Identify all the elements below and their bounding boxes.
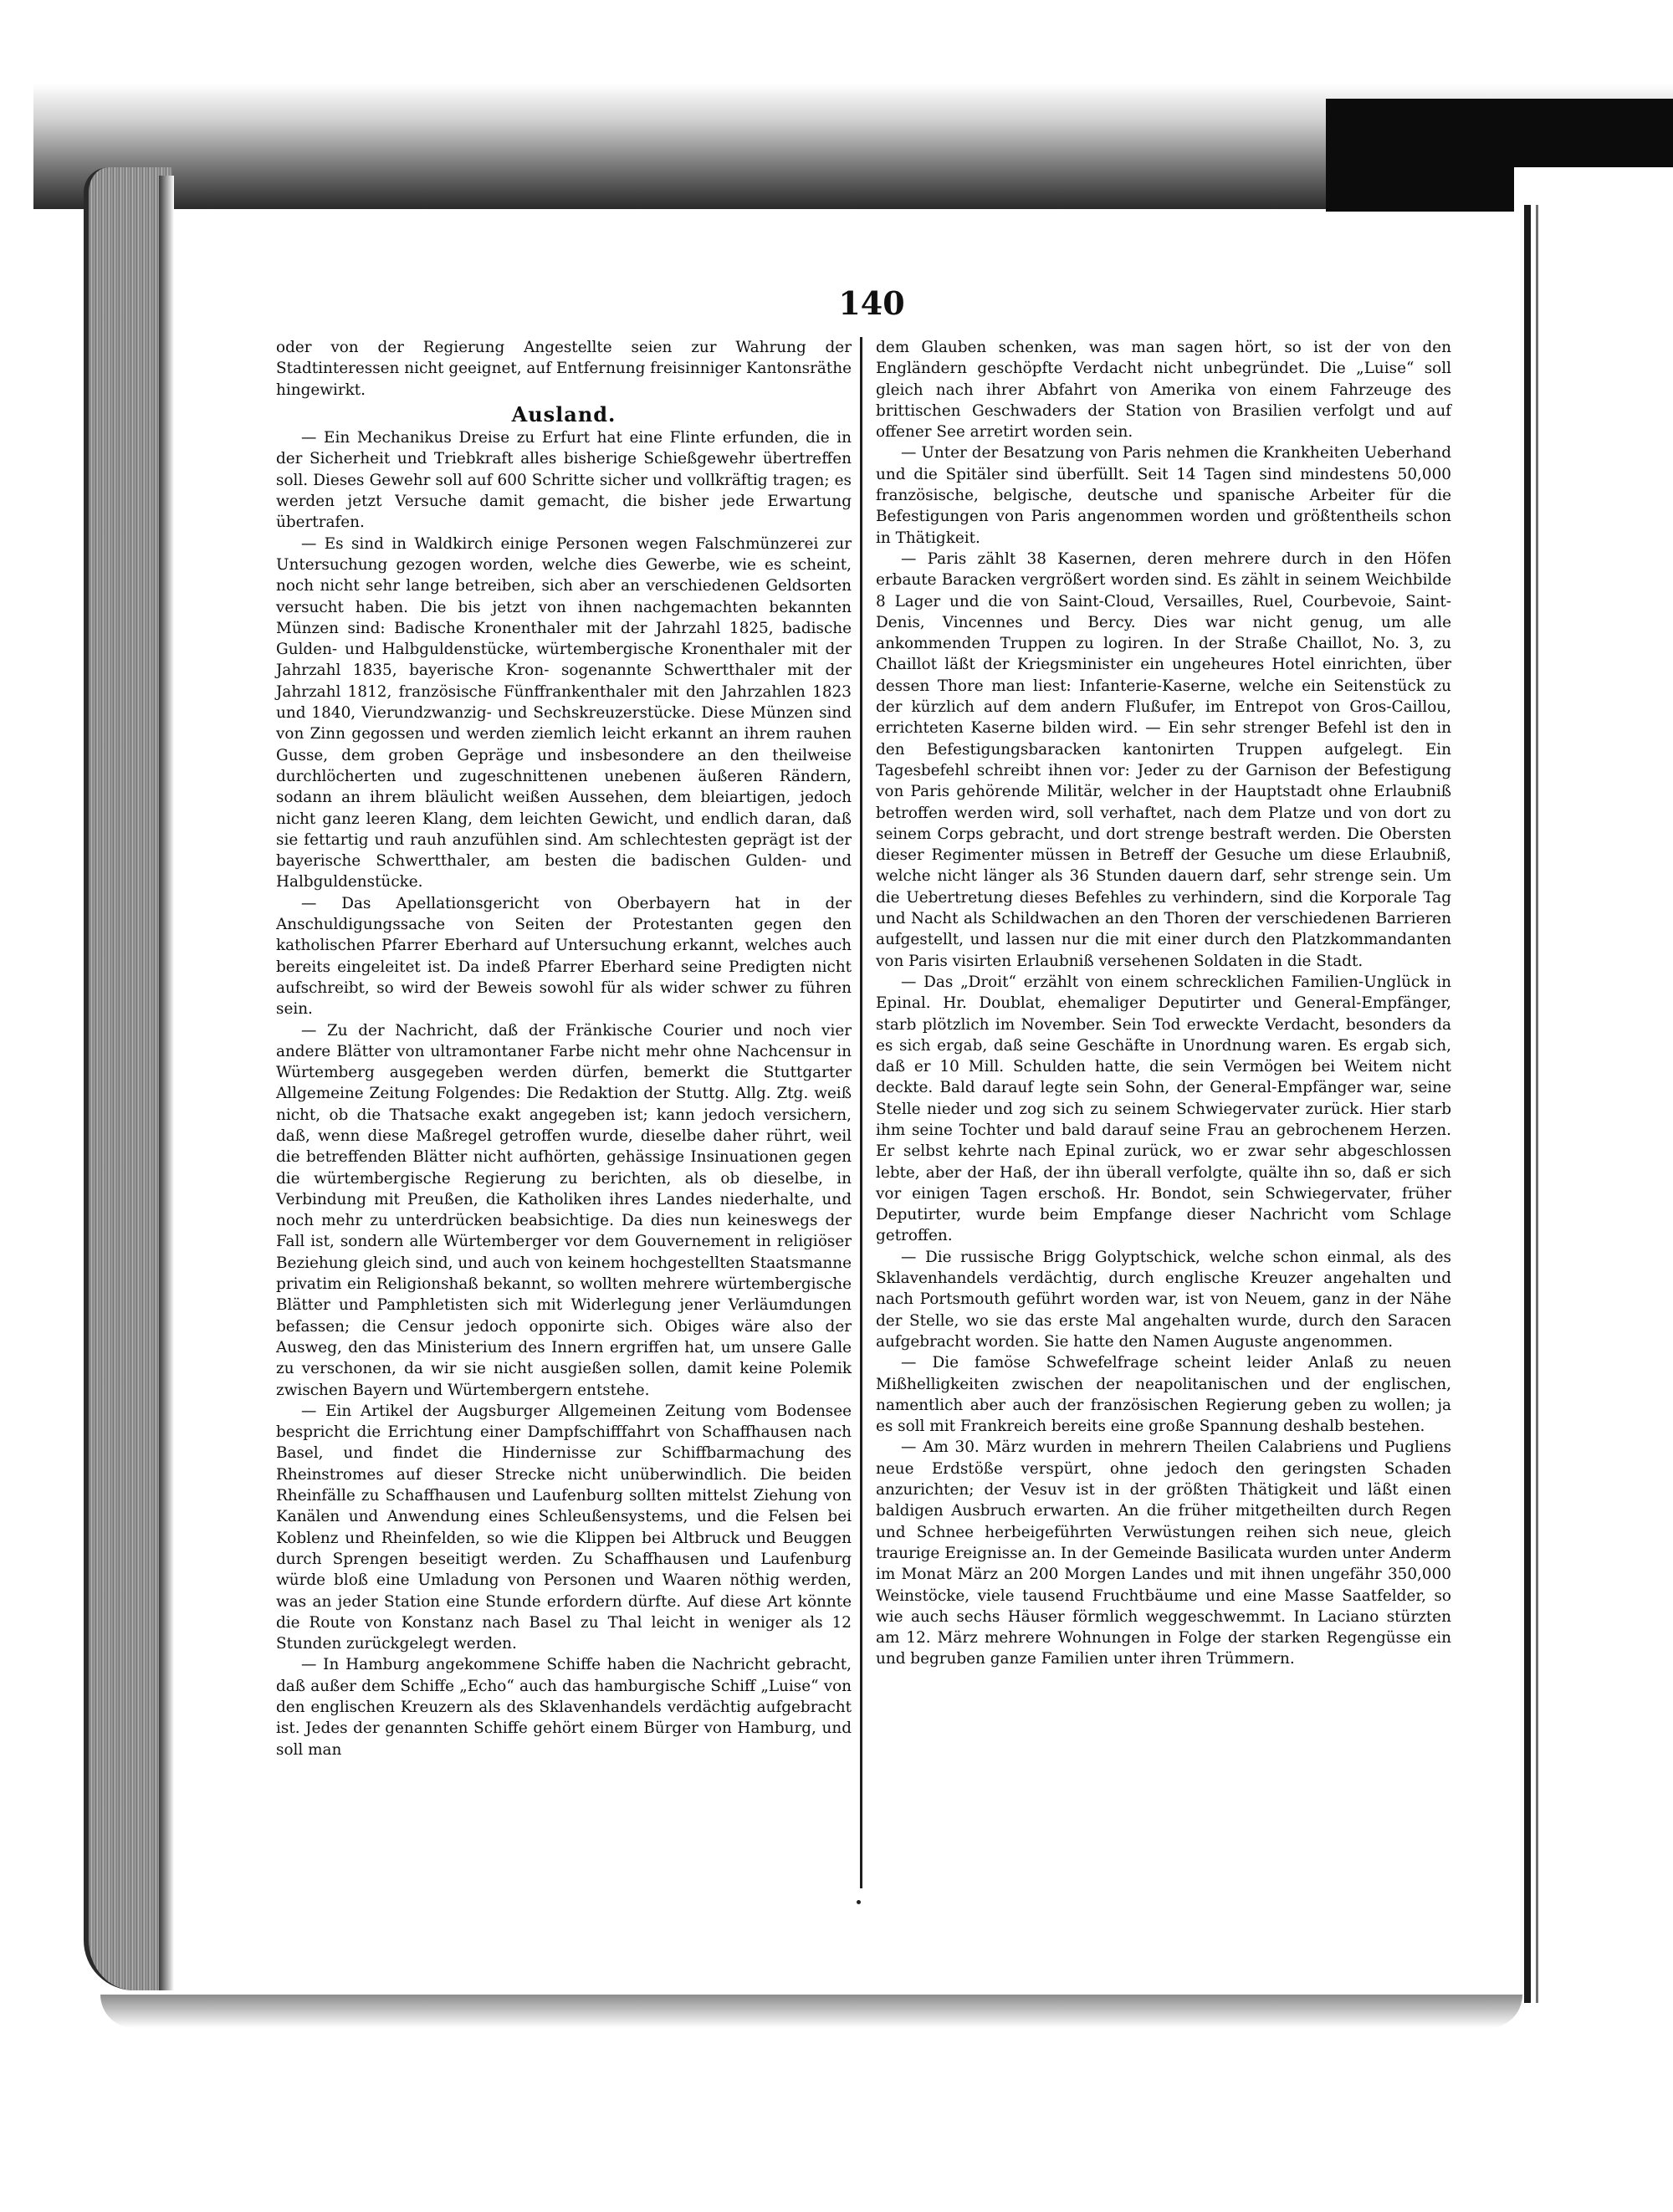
article-paragraph: — Am 30. März wurden in mehrern Theilen Calabriens und Pugliens neue Erdstöße verspürt, ohne jedoch den geringsten Schaden anzurichten; der Vesuv ist in der größten Thätigkeit und läßt einen baldigen Ausbruch erwarten. An die früher mitgetheilten durch Regen und Schnee herbeigeführten Verwüstungen reihen sich neue, gleich traurige Ereignisse an. In der Gemeinde Basilicata wurden unter Anderm im Monat März an 200 Morgen Landes und mit ihnen ungefähr 350,000 Weinstöcke, viele tausend Fruchtbäume und eine Masse Saatfelder, so wie auch sechs Häuser förmlich weggeschwemmt. In Laciano stürzten am 12. März mehrere Wohnungen in Folge der starken Regengüsse ein und begruben ganze Familien unter ihren Trümmern. (876, 1438, 1451, 1668)
next-page-edge-thin (1536, 205, 1538, 2003)
article-paragraph: — Das „Droit“ erzählt von einem schrecklichen Familien-Unglück in Epinal. Hr. Doublat, ehemaliger Deputirter und General-Empfänger, starb plötzlich im November. Sein Tod erweckte Verdacht, besonders da es sich ergab, daß seine Geschäfte in Unordnung waren. Es ergab sich, daß er 10 Mill. Schulden hatte, die sein Vermögen bei Weitem nicht deckte. Bald darauf legte sein Sohn, der General-Empfänger war, seine Stelle nieder und zog sich zu seinem Schwiegervater zurück. Hier starb ihm seine Tochter und bald darauf seine Frau an gebrochenem Herzen. Er selbst kehrte nach Epinal zurück, wo er zwar sehr abgeschlossen lebte, aber der Haß, der ihn überall verfolgte, quälte ihn so, daß er sich vor einigen Tagen erschoß. Hr. Bondot, sein Schwiegervater, früher Deputirter, wurde beim Empfange dieser Nachricht vom Schlage getroffen. (876, 973, 1451, 1245)
article-paragraph: — In Hamburg angekommene Schiffe haben die Nachricht gebracht, daß außer dem Schiffe „Echo“ auch das hamburgische Schiff „Luise“ von den englischen Kreuzern als des Sklavenhandels verdächtig aufgebracht ist. Jedes der genannten Schiffe gehört einem Bürger von Hamburg, und soll man (276, 1656, 852, 1759)
gutter-shadow (159, 176, 174, 1990)
article-paragraph: — Ein Artikel der Augsburger Allgemeinen Zeitung vom Bodensee bespricht die Errichtung einer Dampfschifffahrt von Schaffhausen nach Basel, und findet die Hindernisse zur Schiffbarmachung des Rheinstromes auf dieser Strecke nicht unüberwindlich. Die beiden Rheinfälle zu Schaffhausen und Laufenburg sollten mittelst Ziehung von Kanälen und Anwendung eines Schleußensystems, und die Felsen bei Koblenz und Rheinfelden, so wie die Klippen bei Altbruck und Beuggen durch Sprengen beseitigt werden. Zu Schaffhausen und Laufenburg würde bloß eine Umladung von Personen und Waaren nöthig werden, was an jeder Station eine Stunde erfordern dürfte. Auf diese Art könnte die Route von Konstanz nach Basel zu Thal leicht in weniger als 12 Stunden zurückgelegt werden. (276, 1402, 852, 1653)
article-paragraph: — Das Apellationsgericht von Oberbayern hat in der Anschuldigungssache von Seiten der Protestanten gegen den katholischen Pfarrer Eberhard auf Untersuchung erkannt, welches auch bereits eingeleitet ist. Da indeß Pfarrer Eberhard seine Predigten nicht aufschreibt, so wird der Beweis sowohl für als wider schwer zu führen sein. (276, 894, 852, 1019)
section-heading: Ausland. (511, 401, 617, 427)
divider-end-dot (857, 1900, 861, 1904)
article-paragraph: dem Glauben schenken, was man sagen hört, so ist der von den Engländern geschöpfte Verdacht nicht unbegründet. Die „Luise“ soll gleich nach ihrer Abfahrt von Amerika von einem Fahrzeuge des brittischen Geschwaders der Station von Brasilien verfolgt und auf offener See arretirt worden sein. (876, 339, 1451, 442)
column-divider (860, 337, 862, 1888)
page-number: 140 (838, 284, 905, 322)
article-paragraph: — Unter der Besatzung von Paris nehmen die Krankheiten Ueberhand und die Spitäler sind überfüllt. Seit 14 Tagen sind mindestens 50,000 französische, belgische, deutsche und spanische Arbeiter für die Befestigungen von Paris angenommen worden und größtentheils schon in Thätigkeit. (876, 444, 1451, 547)
article-paragraph: — Die famöse Schwefelfrage scheint leider Anlaß zu neuen Mißhelligkeiten zwischen der neapolitanischen und der englischen, namentlich aber auch der französischen Regierung geben zu wollen; ja es soll mit Frankreich bereits eine große Spannung deshalb bestehen. (876, 1354, 1451, 1436)
article-paragraph: — Es sind in Waldkirch einige Personen wegen Falschmünzerei zur Untersuchung gezogen worden, welche dies Gewerbe, wie es scheint, noch nicht sehr lange betreiben, sich aber an verschiedenen Geldsorten versucht haben. Die bis jetzt von ihnen nachgemachten bekannten Münzen sind: Badische Kronenthaler mit der Jahrzahl 1825, badische Gulden- und Halbguldenstücke, würtembergische Kronenthaler mit der Jahrzahl 1835, bayerische Kron- sogenannte Schwertthaler mit der Jahrzahl 1812, französische Fünffrankenthaler mit den Jahrzahlen 1823 und 1840, Vierundzwanzig- und Sechskreuzerstücke. Diese Münzen sind von Zinn gegossen und werden ziemlich leicht erkannt an ihrem rauhen Gusse, dem groben Gepräge und insbesondere an den theilweise durchlöcherten und zugeschnittenen unebenen äußeren Rändern, sodann an ihrem bläulicht weißen Aussehen, dem bleiartigen, jedoch nicht ganz leeren Klang, dem leichten Gewicht, und endlich daran, daß sie fettartig und rauh anzufühlen sind. Am schlechtesten geprägt ist der bayerische Schwertthaler, am besten die badischen Gulden- und Halbguldenstücke. (276, 534, 852, 891)
book-bottom-edge (100, 1995, 1522, 2028)
newspaper-page (177, 192, 1516, 1990)
article-paragraph: — Die russische Brigg Golyptschick, welche schon einmal, als des Sklavenhandels verdächtig, durch englische Kreuzer angehalten und nach Portsmouth geführt worden war, ist von Neuem, ganz in der Nähe der Stelle, wo sie das erste Mal angehalten wurde, durch den Saracen aufgebracht worden. Sie hatte den Namen Auguste angenommen. (876, 1248, 1451, 1351)
right-column (876, 337, 1451, 1670)
article-paragraph: — Paris zählt 38 Kasernen, deren mehrere durch in den Höfen erbaute Baracken vergrößert worden sind. Es zählt in seinem Weichbilde 8 Lager und die von Saint-Cloud, Versailles, Ruel, Courbevoie, Saint-Denis, Vincennes und Bercy. Dies war nicht genug, um alle ankommenden Truppen zu logiren. In der Straße Chaillot, No. 3, zu Chaillot läßt der Kriegsminister ein ungeheures Hotel einrichten, über dessen Thore man liest: Infanterie-Kaserne, welche ein Seitenstück zu der kürzlich auf dem andern Flußufer, im Entrepot von Gros-Caillou, errichteten Kaserne bilden wird. — Ein sehr strenger Befehl ist den in den Befestigungsbaracken kantonirten Truppen aufgelegt. Ein Tagesbefehl schreibt ihnen vor: Jeder zu der Garnison der Befestigung von Paris gehörende Militär, welcher in der Hauptstadt ohne Erlaubniß betroffen werden wird, soll verhaftet, nach dem Platze und von dort zu seinem Corps gebracht, und dort strenge bestraft werden. Die Obersten dieser Regimenter müssen in Betreff der Gesuche um diese Erlaubniß, welche nicht länger als 36 Stunden dauern darf, sehr strenge sein. Um die Uebertretung dieses Befehles zu verhindern, sind die Korporale Tag und Nacht als Schildwachen an den Thoren der verschiedenen Barrieren aufgestellt, und lassen nur die mit einer durch den Platzkommandanten von Paris visirten Erlaubniß versehenen Soldaten in die Stadt. (876, 549, 1451, 970)
article-paragraph: — Zu der Nachricht, daß der Fränkische Courier und noch vier andere Blätter von ultramontaner Farbe nicht mehr ohne Nachcensur in Würtemberg ausgegeben werden dürfen, bemerkt die Stuttgarter Allgemeine Zeitung Folgendes: Die Redaktion der Stuttg. Allg. Ztg. weiß nicht, ob die Thatsache exakt angegeben ist; kann jedoch versichern, daß, wenn diese Maßregel getroffen wurde, dieselbe daher rührt, weil die betreffenden Blätter nicht aufhörten, gehässige Insinuationen gegen die würtembergische Regierung zu berichten, als ob dieselbe, in Verbindung mit Preußen, die Katholiken ihres Landes niederhalte, und noch mehr zu unterdrücken beabsichtige. Da dies nun keineswegs der Fall ist, sondern alle Würtemberger vor dem Gouvernement in religiöser Beziehung gleich sind, und auch von keinem hochgestellten Staatsmanne privatim ein Religionshaß bekannt, so wollten mehrere würtembergische Blätter und Pamphletisten sich mit Widerlegung jener Verläumdungen befassen; die Censur jedoch opponirte sich. Obiges wäre also der Ausweg, den das Ministerium des Innern ergriffen hat, um unsere Galle zu verschonen, da wir sie nicht ausgießen sollen, damit keine Polemik zwischen Bayern und Würtembergern entstehe. (276, 1021, 852, 1399)
intro-paragraph: oder von der Regierung Angestellte seien zur Wahrung der Stadtinteressen nicht geeignet, auf Entfernung freisinniger Kantonsräthe hingewirkt. (276, 339, 852, 399)
next-page-edge (1524, 205, 1531, 2003)
article-paragraph: — Ein Mechanikus Dreise zu Erfurt hat eine Flinte erfunden, die in der Sicherheit und Triebkraft alles bisherige Schießgewehr übertreffen soll. Dieses Gewehr soll auf 600 Schritte sicher und vollkräftig tragen; es werden jetzt Versuche damit gemacht, die bisher jede Erwartung übertrafen. (276, 429, 852, 532)
left-column (276, 337, 852, 1760)
